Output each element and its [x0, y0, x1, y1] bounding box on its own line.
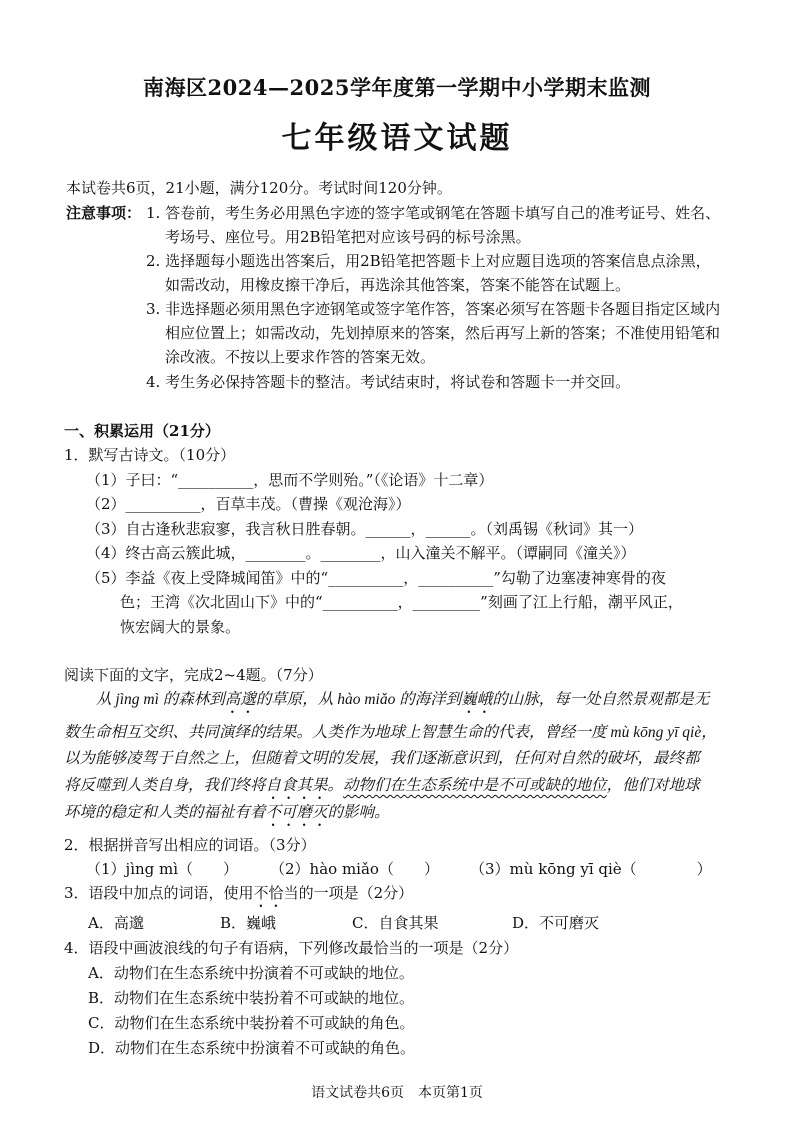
q2-part-2: （2）hào miǎo（ ） [270, 860, 439, 878]
q4-option-a: A．动物们在生态系统中扮演着不可或缺的地位。 [88, 964, 414, 982]
reading-prompt: 阅读下面的文字，完成2~4题。（7分） [64, 666, 323, 684]
notes-label: 注意事项： [66, 204, 142, 222]
q1-item-5-line-3: 恢宏阔大的景象。 [120, 618, 241, 636]
note-3-line-3: 涂改液。不按以上要求作答的答案无效。 [165, 348, 436, 366]
q4-stem: 4．语段中画波浪线的句子有语病，下列修改最恰当的一项是（2分） [64, 939, 519, 957]
exam-summary: 本试卷共6页，21小题，满分120分。考试时间120分钟。 [66, 179, 452, 197]
q3-option-d: D．不可磨灭 [512, 914, 600, 932]
q1-item-3: （3）自古逢秋悲寂寥，我言秋日胜春朝。______，______。（刘禹锡《秋词》其一） [86, 520, 644, 538]
q3-option-a: A．高邈 [88, 914, 144, 932]
dotted-word-zishiqiguo: 自食其果 [265, 776, 328, 794]
dotted-word-gaomiao: 高邈 [224, 690, 256, 708]
passage-line-5: 环境的稳定和人类的福祉有着不可磨灭的影响。 [64, 803, 390, 821]
passage-line-2: 数生命相互交织、共同演绎的结果。人类作为地球上智慧生命的代表，曾经一度 mù kōng yī qiè， [64, 723, 717, 741]
q3-option-b: B．巍峨 [220, 914, 277, 932]
page-footer: 语文试卷共6页 本页第1页 [311, 1085, 483, 1101]
q3-option-c: C．自食其果 [352, 914, 439, 932]
paper-title: 七年级语文试题 [281, 121, 513, 156]
exam-title: 南海区2024—2025学年度第一学期中小学期末监测 [143, 75, 651, 100]
passage-line-4: 将反噬到人类自身，我们终将自食其果。动物们在生态系统中是不可或缺的地位，他们对地球 [64, 776, 700, 794]
wavy-underlined-sentence: 动物们在生态系统中是不可或缺的地位 [343, 776, 607, 794]
dotted-word-bukemomie: 不可磨灭 [265, 803, 328, 821]
q3-stem: 3．语段中加点的词语，使用不恰当的一项是（2分） [64, 884, 414, 902]
q1-item-2: （2）__________，百草丰茂。（曹操《观沧海》） [86, 495, 411, 513]
note-3-line-2: 相应位置上；如需改动，先划掉原来的答案，然后再写上新的答案；不准使用铅笔和 [165, 324, 721, 342]
q1-item-4: （4）终古高云簇此城，________。________，山入潼关不解平。（谭嗣同《潼关》） [86, 544, 636, 562]
note-4-line-1: 4. 考生务必保持答题卡的整洁。考试结束时，将试卷和答题卡一并交回。 [146, 373, 631, 391]
note-2-line-1: 2. 选择题每小题选出答案后，用2B铅笔把答题卡上对应题目选项的答案信息点涂黑， [146, 252, 711, 270]
q2-part-1: （1）jìng mì（ ） [86, 860, 239, 878]
section-1-heading: 一、积累运用（21分） [64, 422, 220, 440]
note-1-line-2: 考场号、座位号。用2B铅笔把对应该号码的标号涂黑。 [165, 228, 531, 246]
q1-item-5-line-1: （5）李益《夜上受降城闻笛》中的“__________，__________”勾勒了边塞凄神寒骨的夜 [86, 569, 666, 587]
note-3-line-1: 3. 非选择题必须用黑色字迹钢笔或签字笔作答，答案必须写在答题卡各题目指定区域内 [146, 300, 721, 318]
dotted-word-buqia: 不恰 [253, 884, 284, 902]
note-2-line-2: 如需改动，用橡皮擦干净后，再选涂其他答案，答案不能答在试题上。 [165, 276, 631, 294]
dotted-word-weie: 巍峨 [461, 690, 493, 708]
q1-item-5-line-2: 色；王湾《次北固山下》中的“__________，_________”刻画了江上行船，潮平风正， [120, 593, 683, 611]
passage-line-3: 以为能够凌驾于自然之上，但随着文明的发展，我们逐渐意识到，任何对自然的破坏，最终都 [64, 749, 700, 767]
q2-stem: 2．根据拼音写出相应的词语。（3分） [64, 836, 316, 854]
note-1-line-1: 1. 答卷前，考生务必用黑色字迹的签字笔或钢笔在答题卡填写自己的准考证号、姓名、 [146, 204, 721, 222]
passage-line-1: 从 jìng mì 的森林到高邈的草原，从 hào miǎo 的海洋到巍峨的山脉，每一处自然景观都是无 [96, 690, 710, 708]
q4-option-b: B．动物们在生态系统中装扮着不可或缺的地位。 [88, 989, 415, 1007]
q4-option-c: C．动物们在生态系统中装扮着不可或缺的角色。 [88, 1014, 415, 1032]
q1-stem: 1．默写古诗文。（10分） [64, 446, 236, 464]
q2-part-3: （3）mù kōng yī qiè（ ） [470, 860, 712, 878]
q1-item-1: （1）子曰：“__________，思而不学则殆。”（《论语》十二章） [86, 471, 494, 489]
q4-option-d: D．动物们在生态系统中扮演着不可或缺的角色。 [88, 1039, 416, 1057]
